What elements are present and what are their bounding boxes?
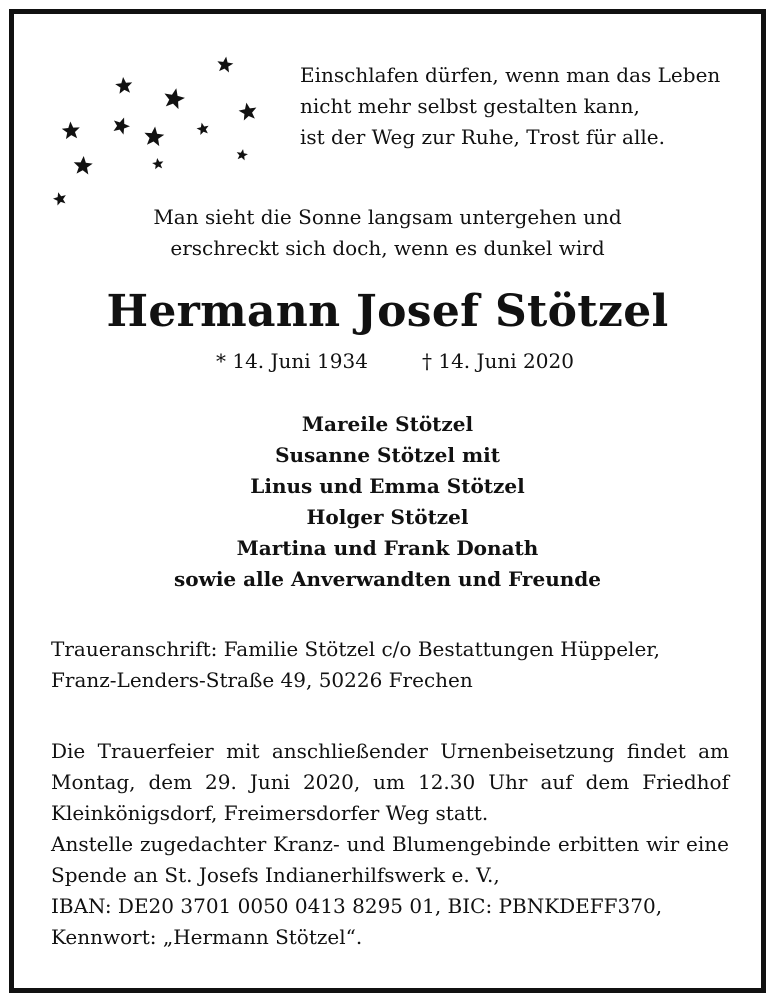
notice-line: IBAN: DE20 3701 0050 0413 8295 01, BIC: PBNKDEFF370, bbox=[51, 894, 663, 918]
birth-date: * 14. Juni 1934 bbox=[216, 349, 368, 373]
address-line: Franz-Lenders-Straße 49, 50226 Frechen bbox=[51, 668, 473, 692]
mourner-line: Mareile Stötzel bbox=[301, 412, 474, 436]
star-icon bbox=[162, 86, 187, 110]
poem-line: nicht mehr selbst gestalten kann, bbox=[300, 94, 640, 118]
mourners-list bbox=[14, 409, 761, 595]
notice-line: Kennwort: „Hermann Stötzel“. bbox=[51, 925, 363, 949]
quote bbox=[14, 202, 761, 264]
quote-line: erschreckt sich doch, wenn es dunkel wird bbox=[170, 236, 605, 260]
mourning-address bbox=[51, 634, 741, 696]
mourner-line: sowie alle Anverwandten und Freunde bbox=[174, 567, 601, 591]
star-icon bbox=[196, 121, 211, 135]
address-line: Traueranschrift: Familie Stötzel c/o Bestattungen Hüppeler, bbox=[51, 637, 661, 661]
notice-line: Spende an St. Josefs Indianerhilfswerk e. V., bbox=[51, 863, 500, 887]
deceased-name: Hermann Josef Stötzel bbox=[106, 286, 669, 337]
poem-line: Einschlafen dürfen, wenn man das Leben bbox=[300, 63, 721, 87]
star-icon bbox=[216, 55, 234, 72]
death-date: † 14. Juni 2020 bbox=[422, 349, 574, 373]
mourner-line: Holger Stötzel bbox=[306, 505, 469, 529]
mourner-line: Susanne Stötzel mit bbox=[275, 443, 500, 467]
poem-line: ist der Weg zur Ruhe, Trost für alle. bbox=[300, 125, 665, 149]
poem bbox=[300, 60, 750, 153]
star-icon bbox=[152, 157, 165, 169]
star-icon bbox=[143, 126, 165, 147]
mourner-line: Linus und Emma Stötzel bbox=[250, 474, 525, 498]
star-icon bbox=[236, 148, 249, 161]
star-cluster-decoration bbox=[14, 14, 304, 234]
funeral-notice bbox=[51, 736, 729, 953]
star-icon bbox=[61, 121, 80, 139]
star-icon bbox=[110, 115, 132, 136]
notice-line: Die Trauerfeier mit anschließender Urnenbeisetzung findet am bbox=[51, 739, 729, 763]
notice-line: Anstelle zugedachter Kranz- und Blumengebinde erbitten wir eine bbox=[51, 832, 729, 856]
star-icon bbox=[237, 101, 258, 121]
mourner-line: Martina und Frank Donath bbox=[236, 536, 539, 560]
star-icon bbox=[73, 155, 93, 174]
star-icon bbox=[115, 76, 134, 94]
notice-line: Kleinkönigsdorf, Freimersdorfer Weg statt. bbox=[51, 801, 489, 825]
notice-line: Montag, dem 29. Juni 2020, um 12.30 Uhr auf dem Friedhof bbox=[51, 770, 729, 794]
obituary-frame bbox=[9, 9, 766, 993]
quote-line: Man sieht die Sonne langsam untergehen und bbox=[153, 205, 622, 229]
